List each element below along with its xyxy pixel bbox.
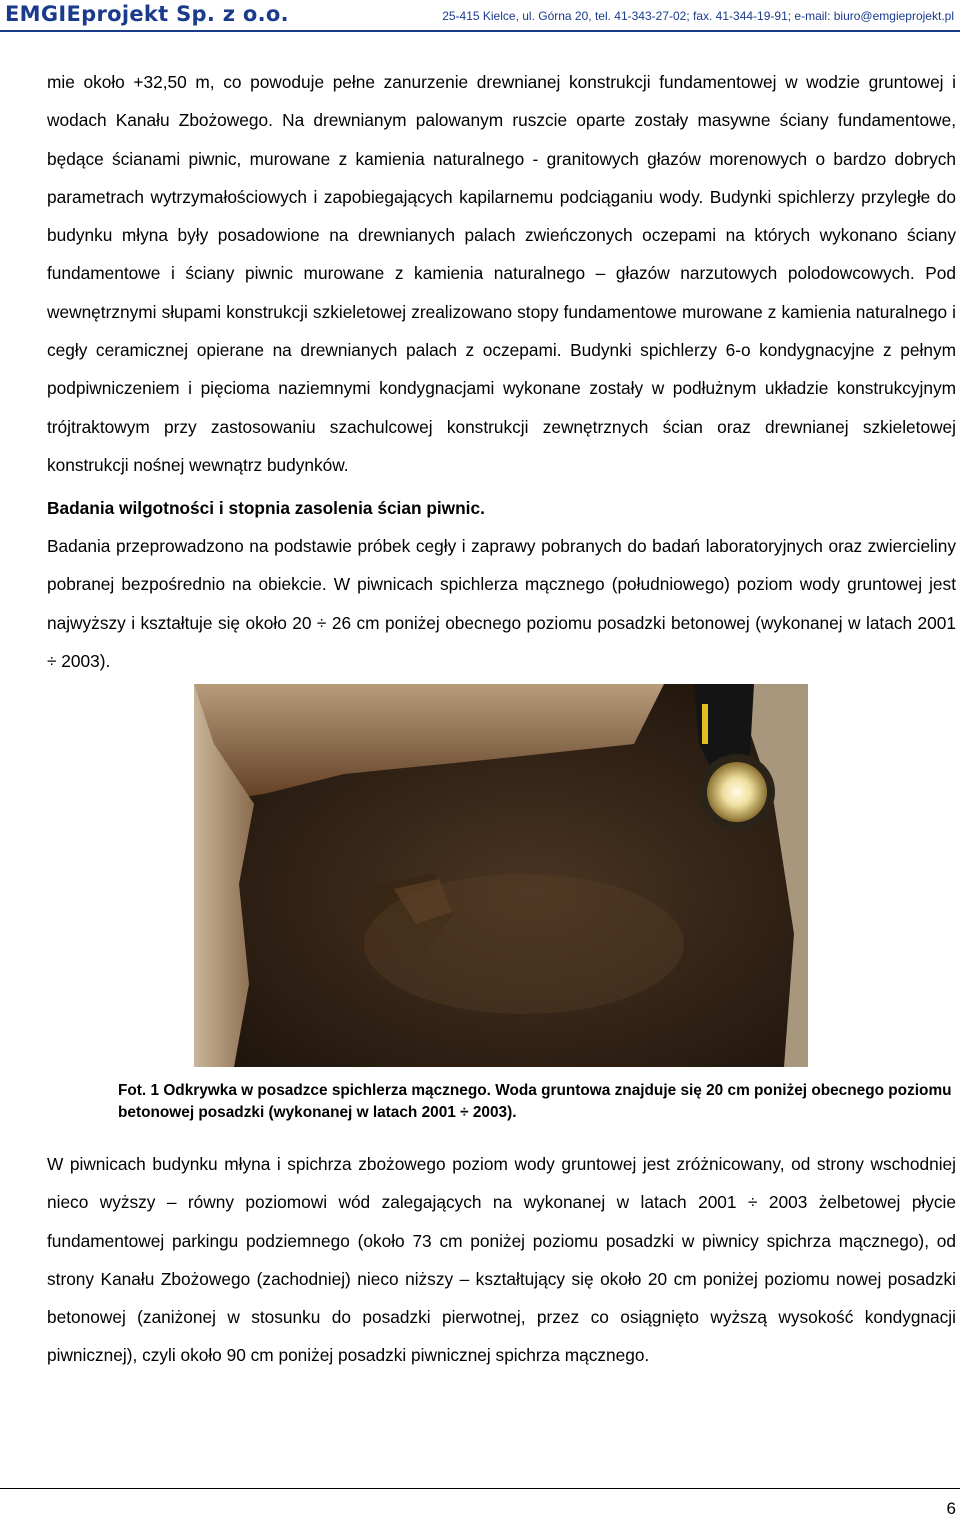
company-contact: 25-415 Kielce, ul. Górna 20, tel. 41-343-27-02; fax. 41-344-19-91; e-mail: biuro@emgieprojekt.pl: [442, 9, 954, 23]
header-rule: [0, 30, 960, 32]
section-heading: Badania wilgotności i stopnia zasolenia ścian piwnic.: [47, 498, 485, 518]
paragraph-text: mie około +32,50 m, co powoduje pełne zanurzenie drewnianej konstrukcji fundamentowej w wodzie gruntowej i wodach Kanału Zbożowego. Na drewnianym palowanym ruszcie oparte zostały masywne ściany fundamentowe, będące ścianami piwnic, murowane z kamienia naturalnego - granitowych głazów morenowych o bardzo dobrych parametrach wytrzymałościowych i zapobiegających kapilarnemu podciąganiu wody. Budynki spichlerzy przyległe do budynku młyna były posadowione na drewnianych palach zwieńczonych oczepami na których wykonano ściany fundamentowe i ściany piwnic murowane z kamienia naturalnego – głazów narzutowych polodowcowych. Pod wewnętrznymi słupami konstrukcji szkieletowej zrealizowano stopy fundamentowe murowane z kamienia naturalnego i cegły ceramicznej opierane na drewnianych palach z oczepami. Budynki spichlerzy 6-o kondygnacyjne z pełnym podpiwniczeniem i pięcioma naziemnymi kondygnacjami wykonane zostały w podłużnym układzie konstrukcyjnym trójtraktowym przy zastosowaniu szachulcowej konstrukcji zewnętrznych ścian oraz drewnianej szkieletowej konstrukcji nośnej wewnątrz budynków.: [47, 72, 956, 475]
paragraph-text: W piwnicach budynku młyna i spichrza zbożowego poziom wody gruntowej jest zróżnicowany, od strony wschodniej nieco wyższy – równy poziomowi wód zalegających na wykonanej w latach 2001 ÷ 2003 żelbetowej płycie fundamentowej parkingu podziemnego (około 73 cm poniżej poziomu posadzki w piwnicy spichrza mącznego), od strony Kanału Zbożowego (zachodniej) nieco niższy – kształtujący się około 20 cm poniżej poziomu nowej posadzki betonowej (zaniżonej w stosunku do posadzki pierwotnej, przez co osiągnięto wyższą wysokość kondygnacji piwnicznej), czyli około 90 cm poniżej posadzki piwnicznej spichrza mącznego.: [47, 1154, 956, 1366]
company-name: EMGIEprojekt Sp. z o.o.: [5, 2, 289, 26]
photo-caption: Fot. 1 Odkrywka w posadzce spichlerza mącznego. Woda gruntowa znajduje się 20 cm poniżej obecnego poziomu betonowej posadzki (wykonanej w latach 2001 ÷ 2003).: [118, 1082, 952, 1121]
excavation-photo-image: [194, 684, 808, 1067]
body-paragraph-3: [47, 1145, 956, 1375]
page-header: [0, 0, 960, 32]
body-paragraph-1: [47, 63, 956, 484]
page-number: 6: [946, 1499, 956, 1518]
footer-rule: [0, 1488, 960, 1489]
excavation-photo: [194, 684, 808, 1067]
paragraph-text: Badania przeprowadzono na podstawie próbek cegły i zaprawy pobranych do badań laboratoryjnych oraz zwiercieliny pobranej bezpośrednio na obiekcie. W piwnicach spichlerza mącznego (południowego) poziom wody gruntowej jest najwyższy i kształtuje się około 20 ÷ 26 cm poniżej obecnego poziomu posadzki betonowej (wykonanej w latach 2001 ÷ 2003).: [47, 536, 956, 671]
body-paragraph-2: [47, 527, 956, 680]
